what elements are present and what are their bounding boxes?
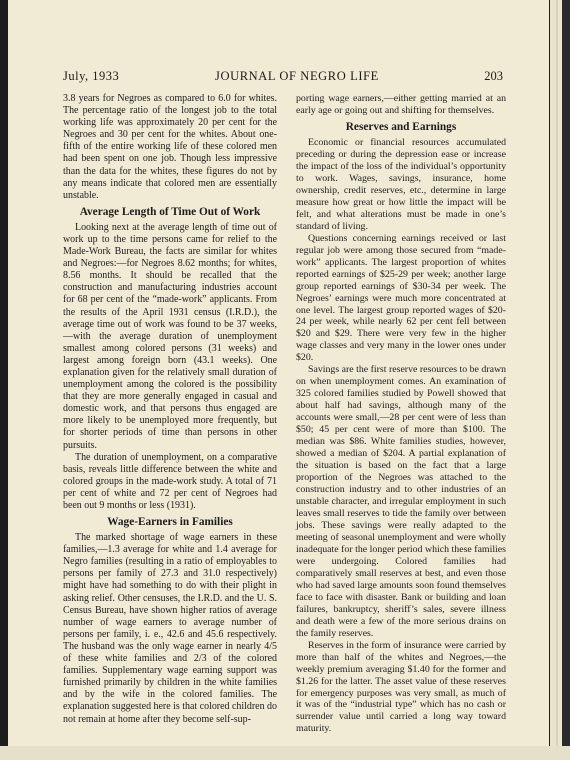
page-edge: [550, 0, 570, 760]
paragraph: The duration of unemployment, on a comparative basis, reveals little difference between the white and colored groups in the made-work study. A total of 71 per cent of white and 72 per cent of Negroes had been out 9 months or less (1931).: [63, 451, 277, 511]
paragraph: porting wage earners,—either getting married at an early age or going out and shifting for themselves.: [296, 93, 506, 116]
header-date: July, 1933: [63, 69, 120, 83]
section-heading: Wage-Earners in Families: [107, 516, 233, 529]
left-column: [63, 93, 277, 726]
paragraph: The marked shortage of wage earners in these families,—1.3 average for white and 1.4 average for Negro families (resulting in a ratio of employables to persons per family of 27.3 and 31.0 respectively) might have had something to do with their plight in asking relief. Other censuses, the I.R.D. and the U. S. Census Bureau, have shown higher ratios of average number of wage earners to average number of persons per family, i. e., 42.6 and 45.6 respectively. The husband was the only wage earner in nearly 4/5 of these white families and 2/3 of the colored families. Supplementary wage earning support was furnished primarily by children in the white families and by the wife in the colored families. The explanation suggested here is that colored children do not remain at home after they become self-sup-: [63, 532, 277, 725]
section-heading: Reserves and Earnings: [345, 120, 457, 133]
page-bottom-edge: [0, 746, 570, 760]
running-header: [63, 69, 503, 85]
paragraph: Looking next at the average length of time out of work up to the time persons came for relief to the Made-Work Bureau, the facts are similar for whites and Negroes:—for Negroes 8.62 months; for whites, 8.56 months. It should be recalled that the construction and manufacturing industries account for 68 per cent of the “made-work” applicants. From the results of the April 1931 census (I.R.D.), the average time out of work was found to be 37 weeks,—with the average duration of unemployment smallest among colored persons (31 weeks) and largest among foreign born (43.1 weeks). One explanation given for the relatively small duration of unemployment among the colored is the possibility that they are more generally engaged in casual and domestic work, and that persons thus engaged are more likely to be unemployed more frequently, but for shorter periods of time than persons in other pursuits.: [63, 221, 277, 451]
paragraph: 3.8 years for Negroes as compared to 6.0 for whites. The percentage ratio of the longest job to the total working life was approximately 20 per cent for the Negroes and 30 per cent for the whites. About one-fifth of the entire working life of these colored men had been spent on one job. Though less impressive than the data for the whites, these figures do not by any means indicate that colored men are essentially unstable.: [63, 93, 277, 201]
paragraph: Savings are the first reserve resources to be drawn on when unemployment comes. An examination of 325 colored families studied by Powell showed that about half had savings, although many of the accounts were small,—28 per cent were of less than $50; 45 per cent were of more than $100. The median was $86. White families studies, however, showed a median of $204. A partial explanation of the situation is based on the fact that a large proportion of the Negroes was attached to the construction industry and to other industries of an unstable character, and irregular employment in such leaves small reserves to tide the family over between jobs. These savings were really adapted to the meeting of seasonal unemployment and were wholly inadequate for the longer period which these families were undergoing. Colored families had comparatively small reserves at best, and even those who had saved large amounts soon found themselves face to face with disaster. Bank or building and loan failures, bankruptcy, sheriff’s sales, severe illness and death were a few of the more serious drains on the family reserves.: [296, 364, 506, 639]
paragraph: Economic or financial resources accumulated preceding or during the depression ease or increase the impact of the loss of the individual’s opportunity to work. Wages, savings, insurance, home ownership, credit reserves, etc., determine in large measure how great or how little the impact will be felt, and what alterations must be made in one’s standard of living.: [296, 136, 506, 232]
paragraph: Questions concerning earnings received or last regular job were among those secured from “made-work” applicants. The largest proportion of whites reported earnings of $25-29 per week; another large group reported earnings of $30-34 per week. The Negroes’ earnings were much more concentrated at one level. The largest group reported wages of $20-24 per week, while nearly 62 per cent fell between $20 and $29. There were very few in the higher wage classes and very many in the lower ones under $20.: [296, 232, 506, 364]
journal-page: [8, 0, 549, 746]
journal-title: JOURNAL OF NEGRO LIFE: [215, 69, 379, 83]
paragraph: Reserves in the form of insurance were carried by more than half of the whites and Negroes,—the weekly premium averaging $1.40 for the former and $1.26 for the latter. The asset value of these reserves for emergency purposes was very small, as much of it was of the “industrial type” which has no cash or surrender value until carried a long way toward maturity.: [296, 639, 506, 735]
section-heading: Average Length of Time Out of Work: [79, 205, 261, 218]
page-number: 203: [484, 69, 503, 83]
right-column: [296, 93, 506, 735]
